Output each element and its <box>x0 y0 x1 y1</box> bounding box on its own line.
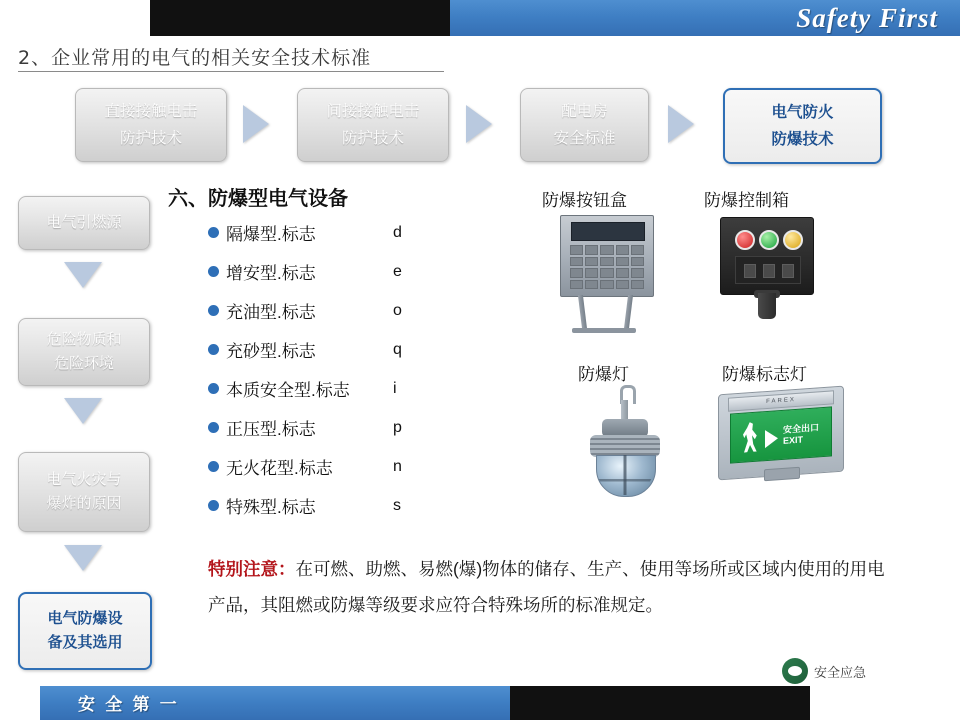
banner-black-segment <box>150 0 450 36</box>
photo-explosion-proof-button-box <box>556 215 656 335</box>
flow-box-line1: 直接接触电击 <box>104 102 198 120</box>
footer-white-segment <box>0 686 40 720</box>
list-item <box>208 213 498 252</box>
bullet-icon <box>208 422 219 433</box>
flow-box-line1: 间接接触电击 <box>326 102 420 120</box>
page-title: 2、企业常用的电气的相关安全技术标准 <box>18 47 372 69</box>
button-box-right-leg <box>624 295 633 329</box>
photo-explosion-proof-control-box <box>714 213 834 333</box>
list-item-code: e <box>393 262 402 280</box>
flow-arrow-down-icon <box>64 398 102 424</box>
lamp-heatsink-fins <box>590 435 660 457</box>
special-note <box>208 552 898 624</box>
list-item-label: 特殊型.标志 <box>226 498 316 517</box>
list-item-code: p <box>393 418 402 436</box>
indicator-lamp-red-icon <box>735 230 755 250</box>
special-note-label: 特别注意： <box>208 559 296 579</box>
left-flow-ignition-source <box>18 196 150 250</box>
flow-arrow-down-icon <box>64 262 102 288</box>
top-banner <box>0 0 960 36</box>
bullet-icon <box>208 266 219 277</box>
flow-box-line2: 防护技术 <box>119 130 182 147</box>
direction-arrow-icon <box>765 429 778 448</box>
footer-black-segment <box>510 686 810 720</box>
left-flow-line2: 备及其选用 <box>47 634 123 651</box>
exit-sign-text-cn: 安全出口 <box>783 422 820 435</box>
list-item-code: d <box>393 223 402 241</box>
special-note-text: 在可燃、助燃、易燃(爆)物体的储存、生产、使用等场所或区域内使用的用电产品，其阻燃或防爆等级要求应符合特殊场所的标准规定。 <box>208 559 885 615</box>
flow-box-line1: 电气防火 <box>771 103 834 121</box>
flow-arrow-right-icon <box>466 105 492 143</box>
banner-title: Safety First <box>796 3 938 33</box>
flow-box-indirect-contact <box>297 88 449 162</box>
flow-box-direct-contact <box>75 88 227 162</box>
wechat-account-name: 安全应急 <box>814 664 867 680</box>
caption-sign-lamp: 防爆标志灯 <box>722 365 807 384</box>
button-box-base <box>572 328 636 333</box>
bullet-icon <box>208 500 219 511</box>
flow-arrow-right-icon <box>243 105 269 143</box>
list-item-label: 充砂型.标志 <box>226 342 316 361</box>
left-flow-line1: 电气火灾与 <box>46 471 122 488</box>
equipment-type-list <box>208 213 498 525</box>
banner-white-segment <box>0 0 150 36</box>
bullet-icon <box>208 305 219 316</box>
button-box-body <box>560 215 654 297</box>
left-flow-hazardous-materials <box>18 318 150 386</box>
left-flow-explosion-proof-equipment <box>18 592 152 670</box>
footer-blue-segment <box>0 686 510 720</box>
list-item-label: 充油型.标志 <box>226 303 316 322</box>
bullet-icon <box>208 227 219 238</box>
footer-white-segment-right <box>810 686 960 720</box>
left-flow-line1: 危险物质和 <box>46 331 122 348</box>
list-item <box>208 291 498 330</box>
flow-box-line2: 防爆技术 <box>771 131 834 148</box>
list-item-label: 本质安全型.标志 <box>226 381 350 400</box>
exit-sign-panel <box>730 406 832 463</box>
indicator-lamp-yellow-icon <box>783 230 803 250</box>
left-flow-fire-causes <box>18 452 150 532</box>
list-item <box>208 408 498 447</box>
list-item-label: 增安型.标志 <box>226 264 316 283</box>
bullet-icon <box>208 461 219 472</box>
list-item-code: i <box>393 379 397 397</box>
list-item-label: 无火花型.标志 <box>226 459 333 478</box>
button-box-keypad <box>570 245 644 289</box>
list-item-label: 隔爆型.标志 <box>226 225 316 244</box>
wechat-account-badge <box>782 658 866 684</box>
footer-title: 安 全 第 一 <box>78 695 180 714</box>
list-item-code: s <box>393 496 401 514</box>
list-heading: 六、防爆型电气设备 <box>168 188 348 210</box>
caption-control-box: 防爆控制箱 <box>704 191 789 210</box>
left-flow-line1: 电气引燃源 <box>46 214 122 231</box>
photo-explosion-proof-exit-sign <box>718 390 848 500</box>
caption-lamp: 防爆灯 <box>578 365 629 384</box>
list-item <box>208 486 498 525</box>
indicator-lamp-green-icon <box>759 230 779 250</box>
left-flow-line2: 爆炸的原因 <box>46 495 122 512</box>
exit-sign-mount <box>764 467 800 482</box>
flow-arrow-right-icon <box>668 105 694 143</box>
title-divider <box>18 71 444 72</box>
flow-box-line1: 配电房 <box>561 102 608 120</box>
exit-sign-text-en: EXIT <box>783 434 804 446</box>
left-flow-line2: 危险环境 <box>53 355 114 372</box>
flow-box-distribution-room <box>520 88 649 162</box>
list-item <box>208 369 498 408</box>
flow-arrow-down-icon <box>64 545 102 571</box>
list-item-code: q <box>393 340 402 358</box>
bullet-icon <box>208 344 219 355</box>
photo-explosion-proof-lamp <box>570 385 680 515</box>
list-item-label: 正压型.标志 <box>226 420 316 439</box>
flow-box-line2: 安全标准 <box>553 130 616 147</box>
flow-box-line2: 防护技术 <box>341 130 404 147</box>
avatar <box>782 658 808 684</box>
control-box-switch-panel <box>735 256 801 284</box>
button-box-left-leg <box>578 295 587 329</box>
button-box-display <box>571 222 645 241</box>
list-item-code: n <box>393 457 402 475</box>
bullet-icon <box>208 383 219 394</box>
list-item <box>208 447 498 486</box>
list-item-code: o <box>393 301 402 319</box>
caption-button-box: 防爆按钮盒 <box>542 191 627 210</box>
list-item <box>208 252 498 291</box>
running-man-icon <box>743 422 759 453</box>
control-box-body <box>720 217 814 295</box>
footer-banner <box>0 686 960 720</box>
flow-box-fire-explosion-proof <box>723 88 882 164</box>
left-flow-line1: 电气防爆设 <box>47 610 123 627</box>
exit-sign-brand-strip: FAREX <box>728 390 834 411</box>
control-box-cable-gland <box>758 293 776 319</box>
list-item <box>208 330 498 369</box>
